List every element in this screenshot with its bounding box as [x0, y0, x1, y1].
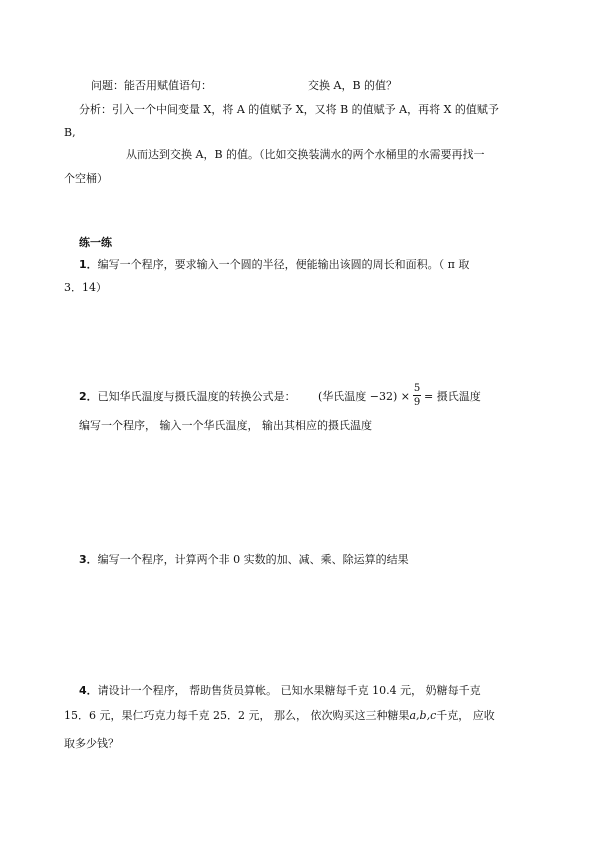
formula-fraction: [413, 383, 421, 408]
fraction-numerator: 5: [413, 383, 421, 394]
question-tail: 交换 A，B 的值？: [308, 79, 398, 92]
formula-left: (华氏温度 −32) ×: [318, 389, 411, 403]
analysis-line-3: 从而达到交换 A，B 的值。（比如交换装满水的两个水桶里的水需要再找一: [126, 148, 485, 161]
analysis-line-4: 个空桶）: [64, 172, 108, 185]
q3-line: [79, 553, 409, 567]
q2-number: 2．: [79, 390, 98, 403]
conversion-formula: [318, 383, 481, 408]
q4-line-3: 取多少钱？: [64, 737, 119, 750]
q2-text: 已知华氏温度与摄氏温度的转换公式是：: [97, 390, 296, 403]
q1-continuation: 3．14）: [64, 281, 107, 294]
q1-text: 编写一个程序，要求输入一个圆的半径，便能输出该圆的周长和面积。（ π 取: [97, 258, 470, 271]
formula-right: = 摄氏温度: [424, 389, 481, 403]
q3-number: 3．: [79, 553, 98, 566]
q4-variables: a,b,c: [409, 709, 437, 722]
q1-line: [79, 258, 469, 272]
question-label: 问题：能否用赋值语句：: [91, 79, 212, 92]
q4-line-2-pre: 15．6 元，果仁巧克力每千克 25．2 元， 那么， 依次购买这三种糖果: [64, 709, 410, 722]
q2-line: [79, 390, 296, 404]
analysis-line-2: B,: [64, 126, 76, 139]
q2-continuation: 编写一个程序， 输入一个华氏温度， 输出其相应的摄氏温度: [79, 419, 372, 432]
q4-text: 请设计一个程序， 帮助售货员算帐。 已知水果糖每千克 10.4 元， 奶糖每千克: [97, 684, 481, 697]
q4-line: [79, 684, 481, 698]
fraction-bar: [413, 395, 421, 396]
analysis-line-1: 分析：引入一个中间变量 X，将 A 的值赋予 X，又将 B 的值赋予 A，再将 X 的值赋予: [79, 103, 499, 116]
q1-number: 1．: [79, 258, 98, 271]
q4-line-2-post: 千克， 应收: [436, 709, 495, 722]
fraction-denominator: 9: [413, 397, 421, 408]
q3-text: 编写一个程序，计算两个非 0 实数的加、减、乘、除运算的结果: [97, 553, 409, 566]
q4-number: 4．: [79, 684, 98, 697]
q4-line-2: [64, 709, 495, 723]
practice-heading: 练一练: [79, 236, 112, 249]
